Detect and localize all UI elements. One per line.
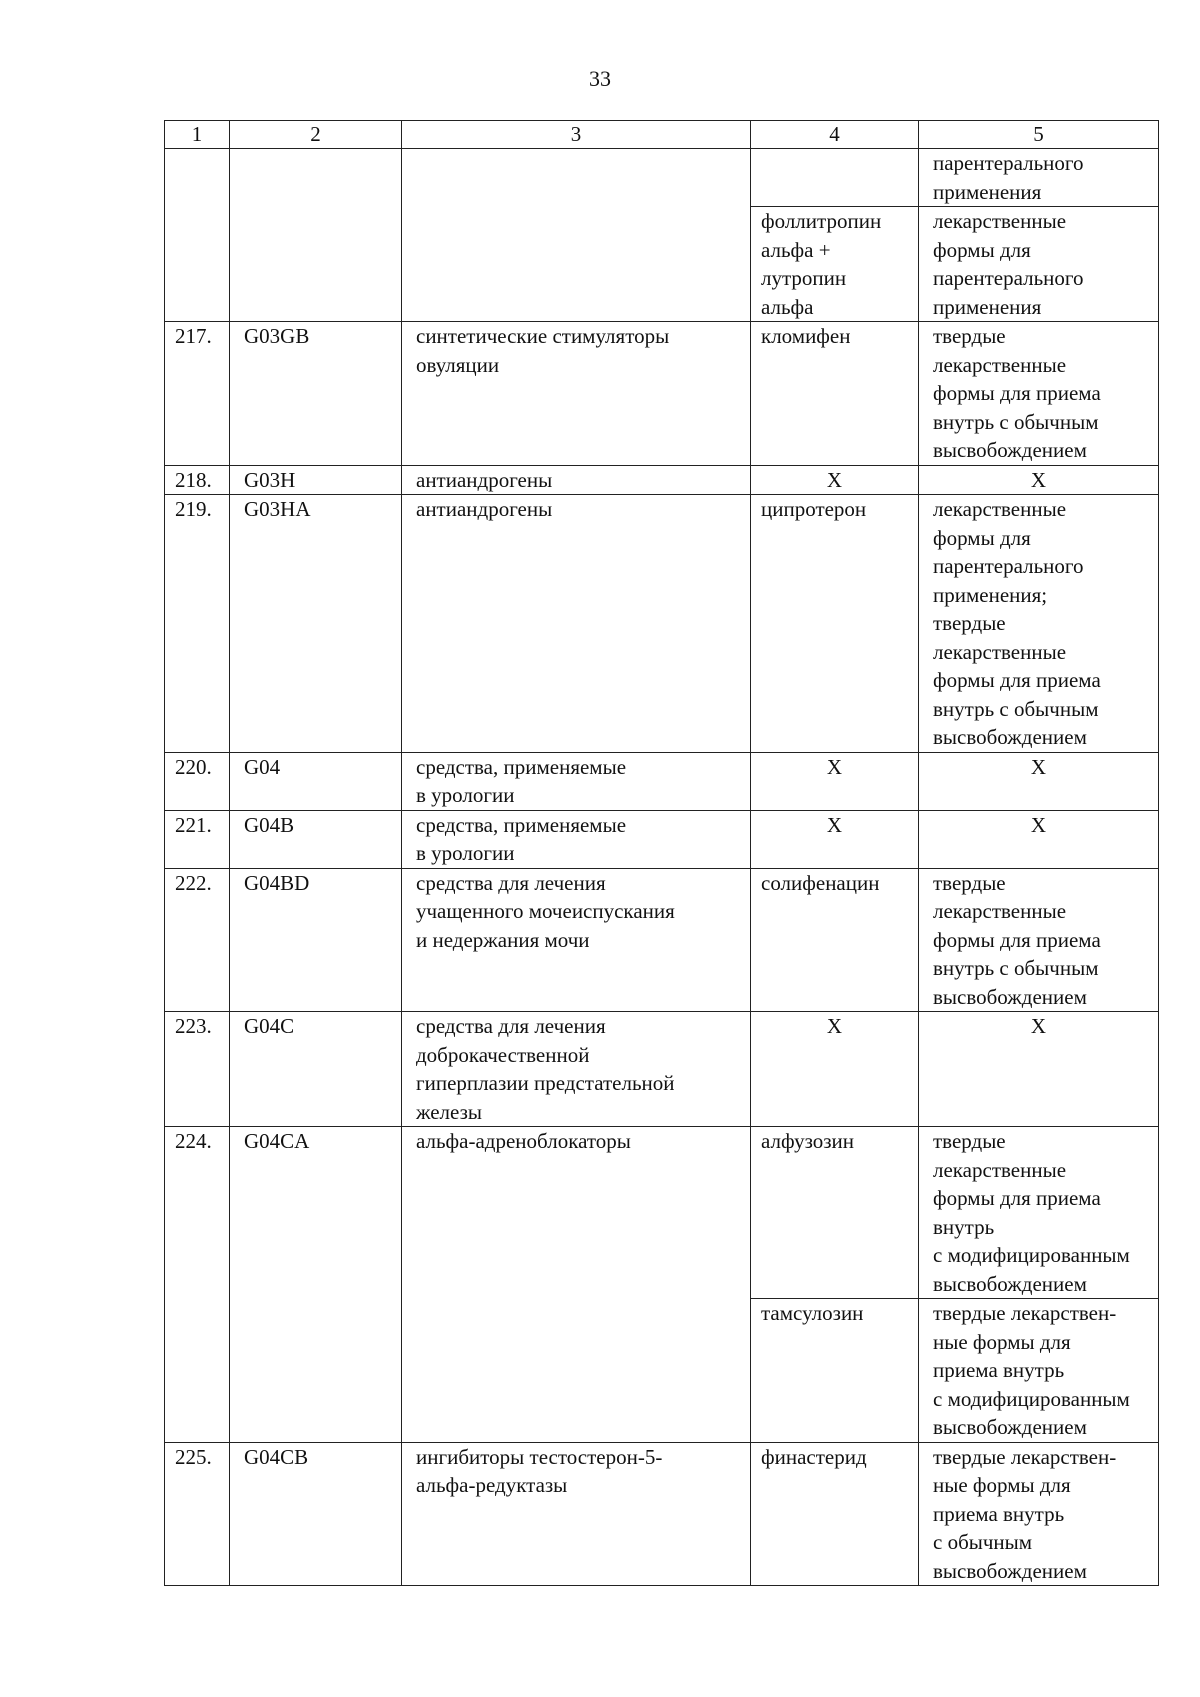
table-row [165, 1012, 1159, 1127]
atc-code: G03GB [230, 322, 402, 466]
header-cell-3: 3 [402, 121, 751, 149]
table-row [165, 149, 1159, 207]
anatomic-group: средства для лечения учащенного мочеиспускания и недержания мочи [402, 868, 751, 1012]
anatomic-group [402, 149, 751, 322]
dosage-form: X [919, 465, 1159, 495]
row-number: 220. [165, 752, 230, 810]
drug-name: солифенацин [751, 868, 919, 1012]
table-row [165, 810, 1159, 868]
header-cell-5: 5 [919, 121, 1159, 149]
row-number: 217. [165, 322, 230, 466]
atc-code: G04CB [230, 1442, 402, 1586]
atc-code [230, 149, 402, 322]
row-number: 225. [165, 1442, 230, 1586]
atc-code: G04CA [230, 1127, 402, 1443]
drug-name: X [751, 1012, 919, 1127]
table-row [165, 1127, 1159, 1299]
anatomic-group: средства, применяемые в урологии [402, 810, 751, 868]
row-number: 222. [165, 868, 230, 1012]
anatomic-group: антиандрогены [402, 495, 751, 753]
drug-name: финастерид [751, 1442, 919, 1586]
row-number: 218. [165, 465, 230, 495]
drug-name: ципротерон [751, 495, 919, 753]
table-row [165, 465, 1159, 495]
drug-name: фоллитропин альфа + лутропин альфа [751, 207, 919, 322]
row-number: 224. [165, 1127, 230, 1443]
table-header-row [165, 121, 1159, 149]
header-cell-2: 2 [230, 121, 402, 149]
dosage-form: твердые лекарственные формы для приема внутрь с обычным высвобождением [919, 868, 1159, 1012]
atc-code: G04B [230, 810, 402, 868]
drug-name [751, 149, 919, 207]
drug-table [164, 120, 1159, 1586]
drug-name: тамсулозин [751, 1299, 919, 1443]
page-number: 33 [589, 66, 611, 91]
table-row [165, 495, 1159, 753]
anatomic-group: ингибиторы тестостерон-5- альфа-редуктазы [402, 1442, 751, 1586]
atc-code: G03H [230, 465, 402, 495]
row-number: 223. [165, 1012, 230, 1127]
table-row [165, 868, 1159, 1012]
dosage-form: X [919, 752, 1159, 810]
row-number: 221. [165, 810, 230, 868]
dosage-form: лекарственные формы для парентерального применения; твердые лекарственные формы для приема внутрь с обычным высвобождением [919, 495, 1159, 753]
anatomic-group: средства, применяемые в урологии [402, 752, 751, 810]
header-cell-4: 4 [751, 121, 919, 149]
anatomic-group: синтетические стимуляторы овуляции [402, 322, 751, 466]
atc-code: G04BD [230, 868, 402, 1012]
drug-name: X [751, 810, 919, 868]
drug-name: алфузозин [751, 1127, 919, 1299]
dosage-form: твердые лекарственные формы для приема внутрь с обычным высвобождением [919, 322, 1159, 466]
anatomic-group: антиандрогены [402, 465, 751, 495]
anatomic-group: альфа-адреноблокаторы [402, 1127, 751, 1443]
drug-name: кломифен [751, 322, 919, 466]
table-row [165, 752, 1159, 810]
atc-code: G04C [230, 1012, 402, 1127]
dosage-form: твердые лекарственные формы для приема внутрь с модифицированным высвобождением [919, 1127, 1159, 1299]
dosage-form: X [919, 1012, 1159, 1127]
atc-code: G03HA [230, 495, 402, 753]
anatomic-group: средства для лечения доброкачественной гиперплазии предстательной железы [402, 1012, 751, 1127]
table-row [165, 322, 1159, 466]
dosage-form: твердые лекарствен- ные формы для приема внутрь с обычным высвобождением [919, 1442, 1159, 1586]
dosage-form: X [919, 810, 1159, 868]
row-number [165, 149, 230, 322]
dosage-form: лекарственные формы для парентерального применения [919, 207, 1159, 322]
atc-code: G04 [230, 752, 402, 810]
dosage-form: парентерального применения [919, 149, 1159, 207]
header-cell-1: 1 [165, 121, 230, 149]
row-number: 219. [165, 495, 230, 753]
table-row [165, 1442, 1159, 1586]
drug-name: X [751, 465, 919, 495]
dosage-form: твердые лекарствен- ные формы для приема внутрь с модифицированным высвобождением [919, 1299, 1159, 1443]
drug-name: X [751, 752, 919, 810]
